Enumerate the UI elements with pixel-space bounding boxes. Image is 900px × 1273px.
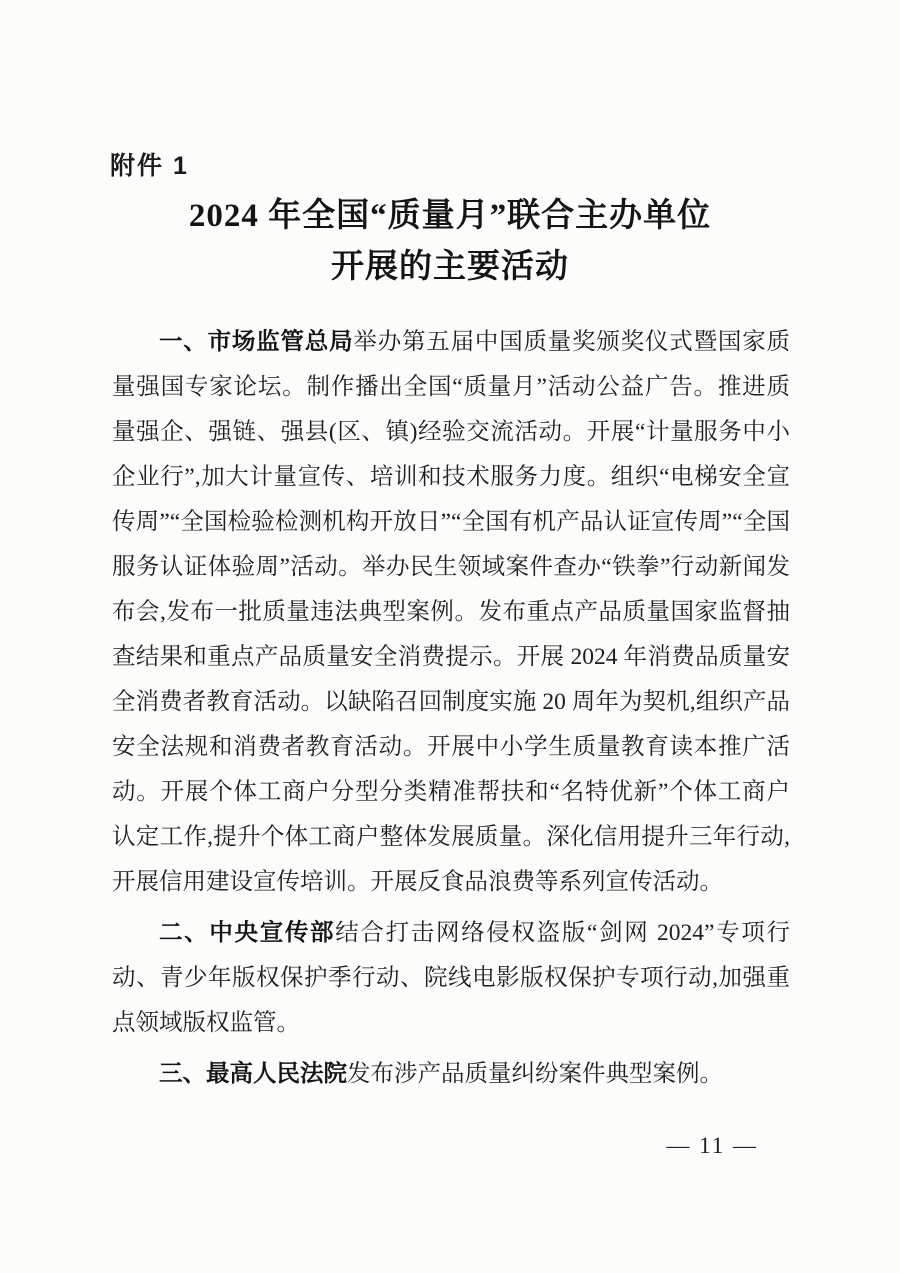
paragraph-2-lead: 二、中央宣传部 [159, 919, 336, 945]
paragraph-1-text: 举办第五届中国质量奖颁奖仪式暨国家质量强国专家论坛。制作播出全国“质量月”活动公益广告。推进质量强企、强链、强县(区、镇)经验交流活动。开展“计量服务中小企业行”,加大计量宣传、培训和技术服务力度。组织“电梯安全宣传周”“全国检验检测机构开放日”“全国有机产品认证宣传周”“全国服务认证体验周”活动。举办民生领域案件查办“铁拳”行动新闻发布会,发布一批质量违法典型案例。发布重点产品质量国家监督抽查结果和重点产品质量安全消费提示。开展 2024 年消费品质量安全消费者教育活动。以缺陷召回制度实施 20 周年为契机,组织产品安全法规和消费者教育活动。开展中小学生质量教育读本推广活动。开展个体工商户分型分类精准帮扶和“名特优新”个体工商户认定工作,提升个体工商户整体发展质量。深化信用提升三年行动,开展信用建设宣传培训。开展反食品浪费等系列宣传活动。 [112, 329, 791, 895]
attachment-label: 附件 1 [110, 152, 189, 180]
paragraph-2-text: 结合打击网络侵权盗版“剑网 2024”专项行动、青少年版权保护季行动、院线电影版权保护专项行动,加强重点领域版权监管。 [112, 920, 790, 1036]
paragraph-3-lead: 三、最高人民法院 [159, 1060, 347, 1086]
document-title [0, 191, 900, 293]
paragraph-1-lead: 一、市场监管总局 [159, 328, 354, 354]
paragraph-2 [112, 910, 790, 1046]
document-title-line2: 开展的主要活动 [331, 249, 569, 285]
paragraph-3 [112, 1051, 790, 1097]
paragraph-3-text: 发布涉产品质量纠纷案件典型案例。 [347, 1061, 723, 1087]
paragraph-1 [112, 319, 790, 905]
document-title-line1: 2024 年全国“质量月”联合主办单位 [188, 198, 712, 234]
page-number: — 11 — [666, 1133, 758, 1158]
document-body [112, 319, 790, 1097]
